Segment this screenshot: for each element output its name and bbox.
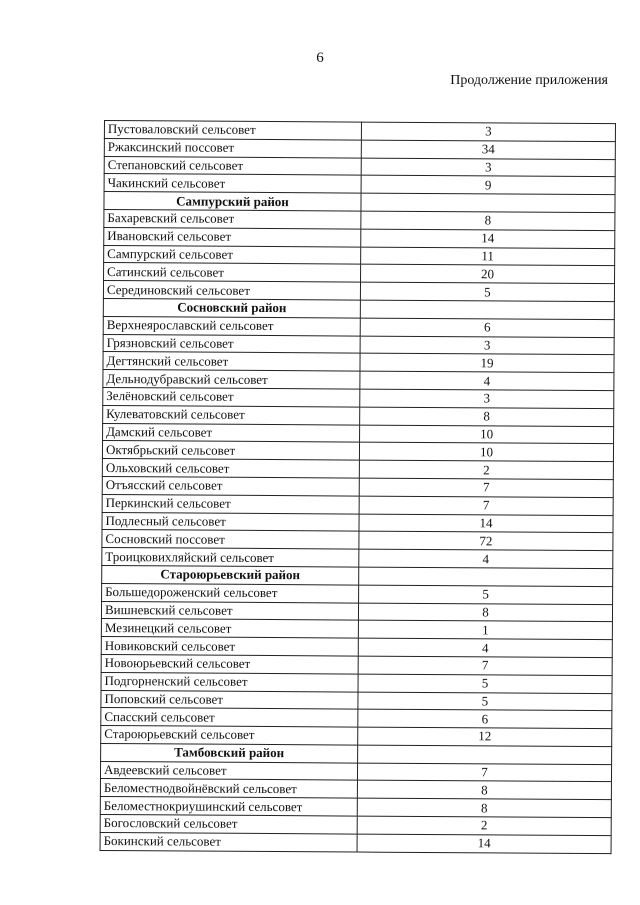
settlement-value: 4: [359, 549, 613, 568]
settlements-table: [100, 120, 616, 854]
settlement-value: 7: [358, 656, 612, 675]
district-value-cell: [358, 745, 612, 764]
settlement-name: Староюрьевский сельсовет: [101, 726, 358, 745]
settlement-name: Новоюрьевский сельсовет: [101, 654, 358, 673]
settlements-table-body: [100, 121, 615, 854]
district-value-cell: [361, 193, 615, 212]
settlement-value: 14: [361, 229, 615, 248]
settlement-value: 3: [360, 336, 614, 355]
settlement-name: Богословский сельсовет: [100, 815, 357, 834]
settlement-value: 4: [360, 371, 614, 390]
settlement-value: 8: [358, 603, 612, 622]
settlement-name: Перкинский сельсовет: [102, 494, 359, 513]
settlements-table-wrap: [100, 120, 616, 854]
district-value-cell: [360, 300, 614, 319]
settlement-name: Дельнодубравский сельсовет: [103, 370, 360, 389]
settlement-value: 3: [361, 158, 615, 177]
settlement-name: Пустоваловский сельсовет: [104, 121, 361, 140]
settlement-value: 12: [358, 727, 612, 746]
settlement-name: Чакинский сельсовет: [104, 174, 361, 193]
settlement-name: Сампурский сельсовет: [104, 245, 361, 264]
settlement-value: 6: [360, 318, 614, 337]
settlement-name: Авдеевский сельсовет: [100, 761, 357, 780]
settlement-value: 5: [358, 674, 612, 693]
settlement-value: 1: [358, 620, 612, 639]
settlement-value: 5: [359, 585, 613, 604]
settlement-name: Верхнеярославский сельсовет: [103, 316, 360, 335]
settlement-name: Грязновский сельсовет: [103, 334, 360, 353]
settlement-value: 2: [359, 460, 613, 479]
settlement-name: Вишневский сельсовет: [101, 601, 358, 620]
settlement-name: Новиковский сельсовет: [101, 637, 358, 656]
settlement-value: 9: [361, 175, 615, 194]
settlement-value: 8: [357, 781, 611, 800]
settlement-value: 3: [360, 389, 614, 408]
settlement-value: 72: [359, 531, 613, 550]
settlement-name: Зелёновский сельсовет: [103, 387, 360, 406]
settlement-name: Сатинский сельсовет: [104, 263, 361, 282]
settlement-name: Бокинский сельсовет: [100, 832, 357, 851]
settlement-name: Большедороженский сельсовет: [102, 583, 359, 602]
settlement-name: Мезинецкий сельсовет: [101, 619, 358, 638]
settlement-value: 19: [360, 353, 614, 372]
settlement-value: 10: [360, 425, 614, 444]
settlement-name: Ольховский сельсовет: [102, 459, 359, 478]
settlement-name: Ржаксинский поссовет: [104, 138, 361, 157]
settlement-name: Отъясский сельсовет: [102, 476, 359, 495]
settlement-name: Бахаревский сельсовет: [104, 209, 361, 228]
settlement-name: Кулеватовский сельсовет: [103, 405, 360, 424]
district-value-cell: [359, 567, 613, 586]
settlement-name: Подлесный сельсовет: [102, 512, 359, 531]
settlement-name: Поповский сельсовет: [101, 690, 358, 709]
settlement-value: 14: [357, 834, 611, 853]
settlement-value: 34: [361, 140, 615, 159]
settlement-value: 20: [361, 264, 615, 283]
settlement-value: 14: [359, 514, 613, 533]
settlement-value: 8: [361, 211, 615, 230]
settlement-value: 10: [359, 442, 613, 461]
settlement-value: 7: [357, 763, 611, 782]
settlement-name: Спасский сельсовет: [101, 708, 358, 727]
settlement-name: Ивановский сельсовет: [104, 227, 361, 246]
table-row: [100, 832, 611, 853]
settlement-name: Сосновский поссовет: [102, 530, 359, 549]
district-name: Сосновский район: [103, 298, 360, 317]
settlement-value: 8: [360, 407, 614, 426]
settlement-value: 8: [357, 798, 611, 817]
settlement-name: Дегтянский сельсовет: [103, 352, 360, 371]
settlement-value: 5: [358, 692, 612, 711]
continuation-label: Продолжение приложения: [450, 73, 608, 88]
page-number: 6: [316, 50, 324, 66]
settlement-name: Степановский сельсовет: [104, 156, 361, 175]
settlement-name: Беломестнокриушинский сельсовет: [100, 797, 357, 816]
settlement-value: 2: [357, 816, 611, 835]
settlement-value: 5: [360, 282, 614, 301]
settlement-name: Троицковихляйский сельсовет: [102, 548, 359, 567]
district-name: Тамбовский район: [101, 743, 358, 762]
settlement-value: 6: [358, 709, 612, 728]
settlement-name: Дамский сельсовет: [103, 423, 360, 442]
district-name: Сампурский район: [104, 192, 361, 211]
settlement-name: Подгорненский сельсовет: [101, 672, 358, 691]
settlement-name: Беломестнодвойнёвский сельсовет: [100, 779, 357, 798]
settlement-name: Октябрьский сельсовет: [102, 441, 359, 460]
settlement-value: 3: [361, 122, 615, 141]
settlement-name: Серединовский сельсовет: [103, 281, 360, 300]
settlement-value: 7: [359, 478, 613, 497]
settlement-value: 7: [359, 496, 613, 515]
settlement-value: 11: [361, 247, 615, 266]
district-name: Староюрьевский район: [102, 565, 359, 584]
settlement-value: 4: [358, 638, 612, 657]
